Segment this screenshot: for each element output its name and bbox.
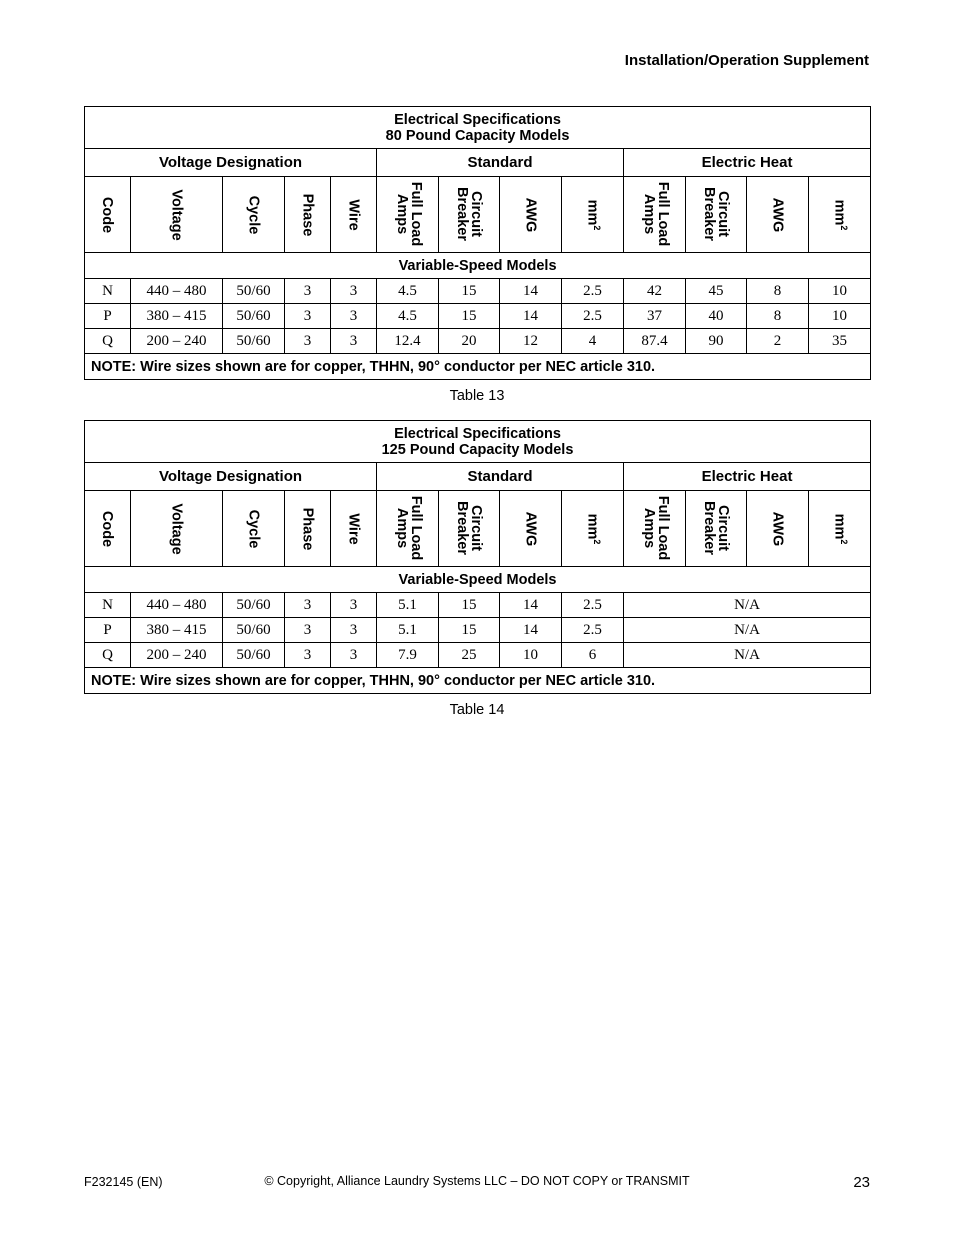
cell-std-mm2: 2.5 bbox=[562, 618, 624, 643]
cell-std-amps: 4.5 bbox=[377, 304, 439, 329]
cell-heat-na: N/A bbox=[624, 618, 871, 643]
cell-wire: 3 bbox=[331, 304, 377, 329]
cell-voltage: 380 – 415 bbox=[131, 304, 223, 329]
cell-phase: 3 bbox=[285, 593, 331, 618]
cell-wire: 3 bbox=[331, 593, 377, 618]
footer-copyright: © Copyright, Alliance Laundry Systems LLC – DO NOT COPY or TRANSMIT bbox=[264, 1174, 690, 1188]
colhead-std-circuit-breaker: Circuit Breaker bbox=[439, 491, 500, 567]
cell-heat-awg: 8 bbox=[747, 304, 809, 329]
table-title-line2: 125 Pound Capacity Models bbox=[381, 441, 574, 458]
cell-std-breaker: 25 bbox=[439, 643, 500, 668]
table-title bbox=[85, 421, 871, 463]
colhead-wire: Wire bbox=[331, 177, 377, 253]
colhead-code: Code bbox=[85, 177, 131, 253]
cell-std-amps: 5.1 bbox=[377, 593, 439, 618]
colhead-heat-circuit-breaker: Circuit Breaker bbox=[686, 491, 747, 567]
colhead-std-awg: AWG bbox=[500, 491, 562, 567]
cell-wire: 3 bbox=[331, 279, 377, 304]
colhead-heat-awg: AWG bbox=[747, 177, 809, 253]
spec-table-80lb bbox=[84, 106, 871, 380]
cell-std-breaker: 15 bbox=[439, 304, 500, 329]
group-voltage-designation: Voltage Designation bbox=[85, 149, 377, 177]
cell-heat-awg: 8 bbox=[747, 279, 809, 304]
colhead-phase: Phase bbox=[285, 177, 331, 253]
cell-heat-breaker: 40 bbox=[686, 304, 747, 329]
table-row bbox=[85, 329, 871, 354]
page-header-title: Installation/Operation Supplement bbox=[624, 52, 869, 69]
cell-std-mm2: 4 bbox=[562, 329, 624, 354]
cell-code: P bbox=[85, 304, 131, 329]
colhead-heat-awg: AWG bbox=[747, 491, 809, 567]
cell-cycle: 50/60 bbox=[223, 643, 285, 668]
colhead-voltage: Voltage bbox=[131, 177, 223, 253]
spec-table-125lb bbox=[84, 420, 871, 694]
colhead-std-full-load-amps: Full Load Amps bbox=[377, 177, 439, 253]
table-row bbox=[85, 593, 871, 618]
cell-std-awg: 14 bbox=[500, 304, 562, 329]
table-caption: Table 14 bbox=[449, 702, 505, 718]
colhead-std-circuit-breaker: Circuit Breaker bbox=[439, 177, 500, 253]
cell-voltage: 200 – 240 bbox=[131, 329, 223, 354]
cell-wire: 3 bbox=[331, 643, 377, 668]
cell-std-amps: 7.9 bbox=[377, 643, 439, 668]
colhead-cycle: Cycle bbox=[223, 491, 285, 567]
colhead-heat-full-load-amps: Full Load Amps bbox=[624, 177, 686, 253]
cell-phase: 3 bbox=[285, 618, 331, 643]
table-title-line1: Electrical Specifications bbox=[394, 111, 561, 128]
cell-phase: 3 bbox=[285, 643, 331, 668]
colhead-std-mm2: $mm^2$ bbox=[562, 177, 624, 253]
group-standard: Standard bbox=[377, 463, 624, 491]
cell-heat-amps: 42 bbox=[624, 279, 686, 304]
group-electric-heat: Electric Heat bbox=[624, 149, 871, 177]
colhead-wire: Wire bbox=[331, 491, 377, 567]
cell-code: P bbox=[85, 618, 131, 643]
section-variable-speed: Variable-Speed Models bbox=[85, 567, 871, 593]
colhead-heat-mm2: $mm^2$ bbox=[809, 491, 871, 567]
colhead-code: Code bbox=[85, 491, 131, 567]
colhead-voltage: Voltage bbox=[131, 491, 223, 567]
cell-std-awg: 12 bbox=[500, 329, 562, 354]
cell-wire: 3 bbox=[331, 329, 377, 354]
table-title-line1: Electrical Specifications bbox=[394, 425, 561, 442]
table-title bbox=[85, 107, 871, 149]
section-variable-speed: Variable-Speed Models bbox=[85, 253, 871, 279]
cell-cycle: 50/60 bbox=[223, 304, 285, 329]
cell-phase: 3 bbox=[285, 304, 331, 329]
cell-code: N bbox=[85, 279, 131, 304]
table-note: NOTE: Wire sizes shown are for copper, THHN, 90° conductor per NEC article 310. bbox=[85, 668, 871, 694]
cell-heat-mm2: 35 bbox=[809, 329, 871, 354]
cell-heat-na: N/A bbox=[624, 643, 871, 668]
cell-std-awg: 14 bbox=[500, 618, 562, 643]
cell-voltage: 380 – 415 bbox=[131, 618, 223, 643]
cell-std-mm2: 2.5 bbox=[562, 279, 624, 304]
cell-phase: 3 bbox=[285, 279, 331, 304]
table-title-line2: 80 Pound Capacity Models bbox=[385, 127, 570, 144]
footer-doc-number: F232145 (EN) bbox=[84, 1175, 163, 1189]
cell-voltage: 200 – 240 bbox=[131, 643, 223, 668]
cell-std-breaker: 15 bbox=[439, 279, 500, 304]
cell-std-mm2: 6 bbox=[562, 643, 624, 668]
colhead-cycle: Cycle bbox=[223, 177, 285, 253]
cell-std-amps: 5.1 bbox=[377, 618, 439, 643]
cell-wire: 3 bbox=[331, 618, 377, 643]
cell-cycle: 50/60 bbox=[223, 618, 285, 643]
table-note: NOTE: Wire sizes shown are for copper, THHN, 90° conductor per NEC article 310. bbox=[85, 354, 871, 380]
cell-std-breaker: 20 bbox=[439, 329, 500, 354]
cell-code: Q bbox=[85, 643, 131, 668]
cell-cycle: 50/60 bbox=[223, 279, 285, 304]
cell-std-awg: 14 bbox=[500, 279, 562, 304]
colhead-std-full-load-amps: Full Load Amps bbox=[377, 491, 439, 567]
colhead-phase: Phase bbox=[285, 491, 331, 567]
table-caption: Table 13 bbox=[449, 388, 505, 404]
cell-heat-amps: 37 bbox=[624, 304, 686, 329]
table-row bbox=[85, 618, 871, 643]
table-row bbox=[85, 643, 871, 668]
colhead-heat-circuit-breaker: Circuit Breaker bbox=[686, 177, 747, 253]
cell-std-breaker: 15 bbox=[439, 618, 500, 643]
cell-heat-breaker: 90 bbox=[686, 329, 747, 354]
cell-std-amps: 12.4 bbox=[377, 329, 439, 354]
group-voltage-designation: Voltage Designation bbox=[85, 463, 377, 491]
cell-heat-mm2: 10 bbox=[809, 279, 871, 304]
colhead-std-mm2: $mm^2$ bbox=[562, 491, 624, 567]
group-electric-heat: Electric Heat bbox=[624, 463, 871, 491]
footer-page-number: 23 bbox=[853, 1174, 870, 1191]
cell-std-awg: 10 bbox=[500, 643, 562, 668]
cell-heat-awg: 2 bbox=[747, 329, 809, 354]
group-standard: Standard bbox=[377, 149, 624, 177]
colhead-std-awg: AWG bbox=[500, 177, 562, 253]
cell-code: Q bbox=[85, 329, 131, 354]
cell-phase: 3 bbox=[285, 329, 331, 354]
cell-heat-amps: 87.4 bbox=[624, 329, 686, 354]
cell-voltage: 440 – 480 bbox=[131, 279, 223, 304]
cell-heat-mm2: 10 bbox=[809, 304, 871, 329]
colhead-heat-full-load-amps: Full Load Amps bbox=[624, 491, 686, 567]
cell-code: N bbox=[85, 593, 131, 618]
cell-cycle: 50/60 bbox=[223, 593, 285, 618]
table-row bbox=[85, 304, 871, 329]
cell-std-mm2: 2.5 bbox=[562, 593, 624, 618]
cell-heat-breaker: 45 bbox=[686, 279, 747, 304]
table-row bbox=[85, 279, 871, 304]
cell-voltage: 440 – 480 bbox=[131, 593, 223, 618]
colhead-heat-mm2: $mm^2$ bbox=[809, 177, 871, 253]
cell-cycle: 50/60 bbox=[223, 329, 285, 354]
cell-std-breaker: 15 bbox=[439, 593, 500, 618]
cell-heat-na: N/A bbox=[624, 593, 871, 618]
cell-std-mm2: 2.5 bbox=[562, 304, 624, 329]
cell-std-awg: 14 bbox=[500, 593, 562, 618]
cell-std-amps: 4.5 bbox=[377, 279, 439, 304]
